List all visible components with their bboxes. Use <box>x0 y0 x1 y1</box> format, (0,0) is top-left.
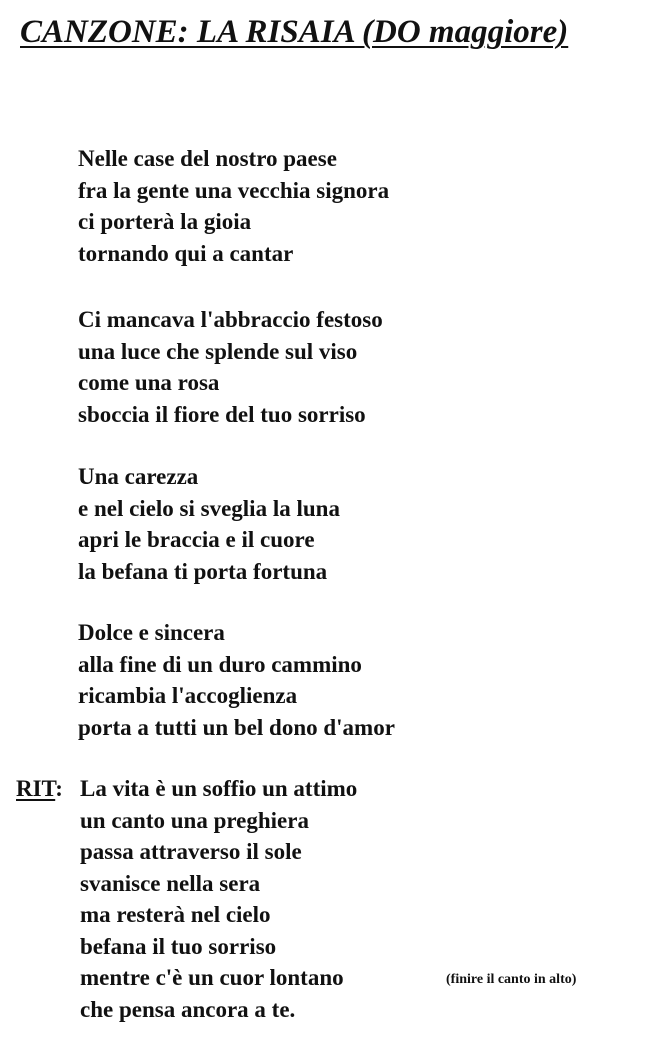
chorus <box>80 773 357 1025</box>
lyric-line: sboccia il fiore del tuo sorriso <box>78 401 366 427</box>
lyric-line: ricambia l'accoglienza <box>78 683 298 708</box>
chorus-line: un canto una preghiera <box>80 807 309 833</box>
stanza-3 <box>78 461 340 587</box>
chorus-line: che pensa ancora a te. <box>80 996 296 1022</box>
lyric-line: la befana ti porta fortuna <box>78 558 328 584</box>
lyric-line: e nel cielo si sveglia la luna <box>78 495 340 521</box>
lyric-line: una luce che splende sul viso <box>78 338 358 364</box>
lyric-line: Ci mancava l'abbraccio festoso <box>78 307 383 332</box>
stanza-4 <box>78 617 395 743</box>
lyric-line: Dolce e sincera <box>78 620 225 645</box>
chorus-line: mentre c'è un cuor lontano <box>80 965 344 990</box>
chorus-label <box>16 773 63 805</box>
lyric-line: apri le braccia e il cuore <box>78 527 315 552</box>
lyric-line: fra la gente una vecchia signora <box>78 177 390 203</box>
chorus-line: befana il tuo sorriso <box>80 933 277 959</box>
performance-note: (finire il canto in alto) <box>446 972 577 987</box>
chorus-line: svanisce nella sera <box>80 870 261 896</box>
lyric-line: come una rosa <box>78 370 220 395</box>
chorus-label-text: RIT <box>16 776 56 801</box>
chorus-label-separator: : <box>55 776 63 801</box>
lyric-line: Nelle case del nostro paese <box>78 146 337 171</box>
chorus-line: La vita è un soffio un attimo <box>80 776 358 801</box>
song-title: CANZONE: LA RISAIA (DO maggiore) <box>20 14 569 50</box>
lyric-line: Una carezza <box>78 464 199 489</box>
lyric-line: ci porterà la gioia <box>78 209 252 234</box>
lyric-line: tornando qui a cantar <box>78 240 294 266</box>
chorus-line: ma resterà nel cielo <box>80 902 271 927</box>
stanza-1 <box>78 143 389 269</box>
stanza-2 <box>78 304 383 430</box>
chorus-line: passa attraverso il sole <box>80 839 302 864</box>
lyric-line: alla fine di un duro cammino <box>78 651 362 677</box>
lyric-line: porta a tutti un bel dono d'amor <box>78 714 395 740</box>
